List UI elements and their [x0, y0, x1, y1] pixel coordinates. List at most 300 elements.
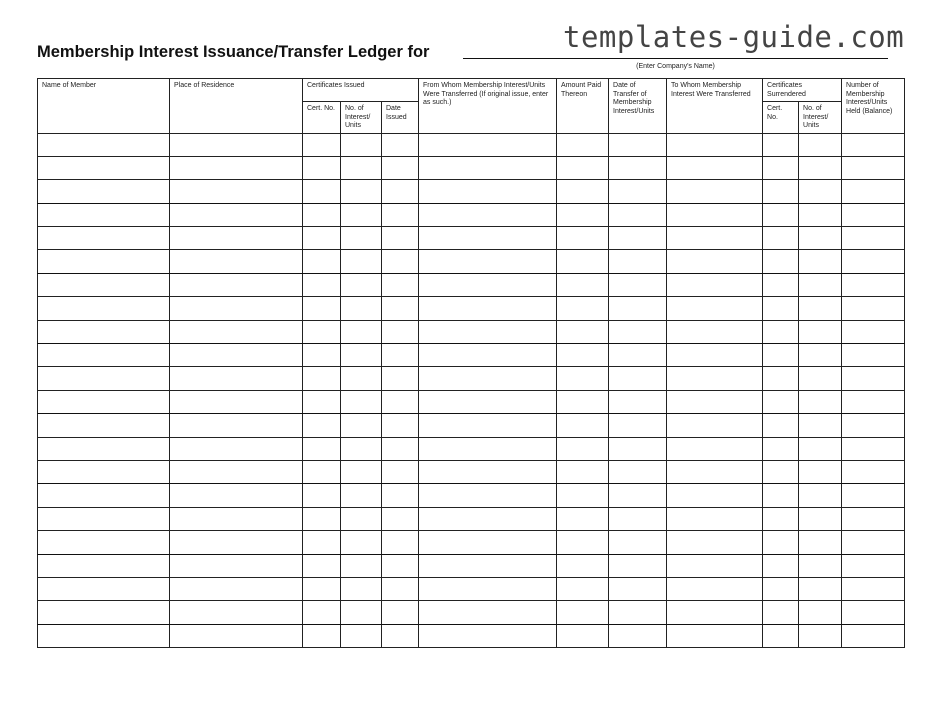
cell-name-of-member[interactable]: [38, 133, 170, 156]
cell-number-held[interactable]: [842, 507, 905, 530]
cell-no-of-interest-units[interactable]: [341, 554, 382, 577]
cell-no-of-interest-units[interactable]: [341, 320, 382, 343]
cell-surrendered-cert-no[interactable]: [763, 344, 799, 367]
cell-to-whom[interactable]: [667, 460, 763, 483]
cell-date-of-transfer[interactable]: [609, 414, 667, 437]
cell-to-whom[interactable]: [667, 344, 763, 367]
cell-no-of-interest-units[interactable]: [341, 367, 382, 390]
cell-number-held[interactable]: [842, 624, 905, 647]
cell-cert-no[interactable]: [303, 250, 341, 273]
cell-no-of-interest-units[interactable]: [341, 577, 382, 600]
cell-to-whom[interactable]: [667, 180, 763, 203]
cell-amount-paid[interactable]: [557, 624, 609, 647]
cell-surrendered-no-of-interest-units[interactable]: [799, 297, 842, 320]
col-header-name-of-member: Name of Member: [38, 79, 170, 134]
cell-date-issued[interactable]: [382, 227, 419, 250]
cell-date-issued[interactable]: [382, 484, 419, 507]
cell-amount-paid[interactable]: [557, 297, 609, 320]
cell-number-held[interactable]: [842, 203, 905, 226]
cell-date-issued[interactable]: [382, 601, 419, 624]
cell-surrendered-no-of-interest-units[interactable]: [799, 601, 842, 624]
table-row: [38, 460, 905, 483]
cell-place-of-residence[interactable]: [170, 601, 303, 624]
cell-date-issued[interactable]: [382, 344, 419, 367]
cell-cert-no[interactable]: [303, 367, 341, 390]
cell-to-whom[interactable]: [667, 133, 763, 156]
cell-place-of-residence[interactable]: [170, 554, 303, 577]
table-row: [38, 601, 905, 624]
cell-surrendered-no-of-interest-units[interactable]: [799, 203, 842, 226]
cell-cert-no[interactable]: [303, 507, 341, 530]
table-row: [38, 297, 905, 320]
cell-date-issued[interactable]: [382, 133, 419, 156]
watermark-text: templates-guide.com: [563, 20, 905, 54]
cell-cert-no[interactable]: [303, 484, 341, 507]
cell-date-of-transfer[interactable]: [609, 577, 667, 600]
cell-from-whom[interactable]: [419, 531, 557, 554]
cell-cert-no[interactable]: [303, 180, 341, 203]
cell-date-of-transfer[interactable]: [609, 203, 667, 226]
cell-place-of-residence[interactable]: [170, 227, 303, 250]
cell-no-of-interest-units[interactable]: [341, 437, 382, 460]
cell-surrendered-cert-no[interactable]: [763, 250, 799, 273]
col-header-certificates-surrendered: Certificates Surrendered: [763, 79, 842, 102]
cell-surrendered-no-of-interest-units[interactable]: [799, 460, 842, 483]
cell-from-whom[interactable]: [419, 460, 557, 483]
cell-no-of-interest-units[interactable]: [341, 531, 382, 554]
cell-no-of-interest-units[interactable]: [341, 624, 382, 647]
cell-name-of-member[interactable]: [38, 180, 170, 203]
cell-no-of-interest-units[interactable]: [341, 203, 382, 226]
cell-surrendered-no-of-interest-units[interactable]: [799, 437, 842, 460]
cell-name-of-member[interactable]: [38, 203, 170, 226]
cell-surrendered-no-of-interest-units[interactable]: [799, 390, 842, 413]
cell-cert-no[interactable]: [303, 531, 341, 554]
cell-place-of-residence[interactable]: [170, 460, 303, 483]
cell-date-issued[interactable]: [382, 577, 419, 600]
cell-to-whom[interactable]: [667, 297, 763, 320]
cell-to-whom[interactable]: [667, 367, 763, 390]
cell-from-whom[interactable]: [419, 367, 557, 390]
cell-surrendered-no-of-interest-units[interactable]: [799, 250, 842, 273]
cell-date-issued[interactable]: [382, 437, 419, 460]
cell-date-of-transfer[interactable]: [609, 297, 667, 320]
cell-name-of-member[interactable]: [38, 484, 170, 507]
cell-place-of-residence[interactable]: [170, 250, 303, 273]
cell-place-of-residence[interactable]: [170, 320, 303, 343]
cell-surrendered-cert-no[interactable]: [763, 460, 799, 483]
cell-no-of-interest-units[interactable]: [341, 507, 382, 530]
cell-surrendered-cert-no[interactable]: [763, 133, 799, 156]
table-row: [38, 390, 905, 413]
cell-surrendered-no-of-interest-units[interactable]: [799, 531, 842, 554]
cell-amount-paid[interactable]: [557, 507, 609, 530]
cell-place-of-residence[interactable]: [170, 414, 303, 437]
cell-surrendered-cert-no[interactable]: [763, 227, 799, 250]
cell-place-of-residence[interactable]: [170, 344, 303, 367]
cell-amount-paid[interactable]: [557, 390, 609, 413]
cell-place-of-residence[interactable]: [170, 624, 303, 647]
cell-from-whom[interactable]: [419, 484, 557, 507]
cell-place-of-residence[interactable]: [170, 367, 303, 390]
cell-no-of-interest-units[interactable]: [341, 273, 382, 296]
cell-date-issued[interactable]: [382, 554, 419, 577]
cell-name-of-member[interactable]: [38, 577, 170, 600]
cell-surrendered-cert-no[interactable]: [763, 297, 799, 320]
cell-name-of-member[interactable]: [38, 531, 170, 554]
cell-date-issued[interactable]: [382, 297, 419, 320]
cell-name-of-member[interactable]: [38, 227, 170, 250]
cell-date-of-transfer[interactable]: [609, 437, 667, 460]
table-row: [38, 156, 905, 179]
cell-surrendered-cert-no[interactable]: [763, 367, 799, 390]
cell-cert-no[interactable]: [303, 437, 341, 460]
cell-surrendered-cert-no[interactable]: [763, 437, 799, 460]
cell-date-of-transfer[interactable]: [609, 531, 667, 554]
cell-date-of-transfer[interactable]: [609, 554, 667, 577]
cell-date-issued[interactable]: [382, 367, 419, 390]
cell-number-held[interactable]: [842, 297, 905, 320]
cell-date-issued[interactable]: [382, 414, 419, 437]
cell-surrendered-no-of-interest-units[interactable]: [799, 320, 842, 343]
cell-amount-paid[interactable]: [557, 227, 609, 250]
cell-cert-no[interactable]: [303, 133, 341, 156]
cell-cert-no[interactable]: [303, 390, 341, 413]
cell-number-held[interactable]: [842, 320, 905, 343]
cell-date-of-transfer[interactable]: [609, 133, 667, 156]
cell-cert-no[interactable]: [303, 203, 341, 226]
cell-from-whom[interactable]: [419, 507, 557, 530]
cell-surrendered-cert-no[interactable]: [763, 156, 799, 179]
cell-amount-paid[interactable]: [557, 250, 609, 273]
cell-number-held[interactable]: [842, 344, 905, 367]
cell-surrendered-no-of-interest-units[interactable]: [799, 507, 842, 530]
cell-surrendered-cert-no[interactable]: [763, 414, 799, 437]
cell-amount-paid[interactable]: [557, 577, 609, 600]
cell-no-of-interest-units[interactable]: [341, 297, 382, 320]
col-header-no-of-interest-units: No. of Interest/ Units: [341, 102, 382, 134]
cell-name-of-member[interactable]: [38, 507, 170, 530]
company-name-line[interactable]: [463, 58, 888, 59]
cell-to-whom[interactable]: [667, 484, 763, 507]
cell-to-whom[interactable]: [667, 227, 763, 250]
cell-date-of-transfer[interactable]: [609, 367, 667, 390]
cell-date-issued[interactable]: [382, 250, 419, 273]
cell-place-of-residence[interactable]: [170, 180, 303, 203]
table-row: [38, 531, 905, 554]
cell-number-held[interactable]: [842, 156, 905, 179]
page-title: Membership Interest Issuance/Transfer Ledger for: [37, 43, 430, 61]
cell-to-whom[interactable]: [667, 624, 763, 647]
cell-date-of-transfer[interactable]: [609, 227, 667, 250]
cell-cert-no[interactable]: [303, 320, 341, 343]
table-row: [38, 507, 905, 530]
cell-cert-no[interactable]: [303, 554, 341, 577]
cell-place-of-residence[interactable]: [170, 531, 303, 554]
cell-amount-paid[interactable]: [557, 133, 609, 156]
cell-name-of-member[interactable]: [38, 460, 170, 483]
cell-surrendered-no-of-interest-units[interactable]: [799, 577, 842, 600]
cell-from-whom[interactable]: [419, 250, 557, 273]
cell-to-whom[interactable]: [667, 273, 763, 296]
cell-from-whom[interactable]: [419, 390, 557, 413]
cell-surrendered-cert-no[interactable]: [763, 484, 799, 507]
cell-date-of-transfer[interactable]: [609, 484, 667, 507]
cell-date-of-transfer[interactable]: [609, 250, 667, 273]
table-row: [38, 577, 905, 600]
cell-name-of-member[interactable]: [38, 344, 170, 367]
cell-to-whom[interactable]: [667, 320, 763, 343]
cell-surrendered-no-of-interest-units[interactable]: [799, 180, 842, 203]
cell-from-whom[interactable]: [419, 601, 557, 624]
cell-amount-paid[interactable]: [557, 601, 609, 624]
table-row: [38, 624, 905, 647]
cell-amount-paid[interactable]: [557, 367, 609, 390]
cell-place-of-residence[interactable]: [170, 156, 303, 179]
cell-number-held[interactable]: [842, 273, 905, 296]
cell-to-whom[interactable]: [667, 390, 763, 413]
cell-amount-paid[interactable]: [557, 344, 609, 367]
cell-no-of-interest-units[interactable]: [341, 227, 382, 250]
table-row: [38, 227, 905, 250]
cell-number-held[interactable]: [842, 180, 905, 203]
cell-date-issued[interactable]: [382, 273, 419, 296]
cell-surrendered-cert-no[interactable]: [763, 577, 799, 600]
cell-surrendered-no-of-interest-units[interactable]: [799, 624, 842, 647]
cell-date-of-transfer[interactable]: [609, 273, 667, 296]
table-row: [38, 250, 905, 273]
cell-surrendered-no-of-interest-units[interactable]: [799, 156, 842, 179]
table-row: [38, 320, 905, 343]
cell-cert-no[interactable]: [303, 460, 341, 483]
cell-amount-paid[interactable]: [557, 484, 609, 507]
cell-name-of-member[interactable]: [38, 554, 170, 577]
cell-date-issued[interactable]: [382, 390, 419, 413]
cell-date-issued[interactable]: [382, 507, 419, 530]
cell-place-of-residence[interactable]: [170, 297, 303, 320]
cell-to-whom[interactable]: [667, 156, 763, 179]
cell-surrendered-cert-no[interactable]: [763, 203, 799, 226]
cell-to-whom[interactable]: [667, 414, 763, 437]
cell-amount-paid[interactable]: [557, 156, 609, 179]
cell-number-held[interactable]: [842, 460, 905, 483]
cell-no-of-interest-units[interactable]: [341, 156, 382, 179]
cell-date-issued[interactable]: [382, 624, 419, 647]
cell-place-of-residence[interactable]: [170, 484, 303, 507]
cell-surrendered-cert-no[interactable]: [763, 180, 799, 203]
cell-number-held[interactable]: [842, 390, 905, 413]
cell-date-of-transfer[interactable]: [609, 390, 667, 413]
table-row: [38, 133, 905, 156]
cell-date-of-transfer[interactable]: [609, 156, 667, 179]
cell-to-whom[interactable]: [667, 437, 763, 460]
cell-cert-no[interactable]: [303, 577, 341, 600]
cell-to-whom[interactable]: [667, 531, 763, 554]
cell-place-of-residence[interactable]: [170, 390, 303, 413]
cell-from-whom[interactable]: [419, 227, 557, 250]
cell-surrendered-no-of-interest-units[interactable]: [799, 344, 842, 367]
col-header-place-of-residence: Place of Residence: [170, 79, 303, 134]
cell-from-whom[interactable]: [419, 624, 557, 647]
cell-name-of-member[interactable]: [38, 297, 170, 320]
cell-cert-no[interactable]: [303, 156, 341, 179]
cell-from-whom[interactable]: [419, 437, 557, 460]
cell-from-whom[interactable]: [419, 577, 557, 600]
cell-date-of-transfer[interactable]: [609, 344, 667, 367]
cell-amount-paid[interactable]: [557, 460, 609, 483]
cell-amount-paid[interactable]: [557, 320, 609, 343]
cell-from-whom[interactable]: [419, 180, 557, 203]
cell-surrendered-no-of-interest-units[interactable]: [799, 367, 842, 390]
cell-cert-no[interactable]: [303, 273, 341, 296]
cell-date-issued[interactable]: [382, 180, 419, 203]
cell-name-of-member[interactable]: [38, 320, 170, 343]
cell-cert-no[interactable]: [303, 601, 341, 624]
cell-place-of-residence[interactable]: [170, 203, 303, 226]
ledger-table: [37, 78, 905, 648]
cell-cert-no[interactable]: [303, 297, 341, 320]
cell-surrendered-no-of-interest-units[interactable]: [799, 554, 842, 577]
cell-amount-paid[interactable]: [557, 437, 609, 460]
cell-place-of-residence[interactable]: [170, 577, 303, 600]
cell-no-of-interest-units[interactable]: [341, 180, 382, 203]
cell-number-held[interactable]: [842, 601, 905, 624]
cell-surrendered-cert-no[interactable]: [763, 624, 799, 647]
cell-number-held[interactable]: [842, 554, 905, 577]
cell-cert-no[interactable]: [303, 227, 341, 250]
cell-date-issued[interactable]: [382, 531, 419, 554]
col-header-amount-paid: Amount Paid Thereon: [557, 79, 609, 134]
col-header-date-issued: Date Issued: [382, 102, 419, 134]
col-header-from-whom: From Whom Membership Interest/Units Were Transferred (If original issue, enter as such.): [419, 79, 557, 134]
cell-to-whom[interactable]: [667, 250, 763, 273]
cell-no-of-interest-units[interactable]: [341, 484, 382, 507]
cell-surrendered-no-of-interest-units[interactable]: [799, 414, 842, 437]
cell-from-whom[interactable]: [419, 344, 557, 367]
cell-amount-paid[interactable]: [557, 414, 609, 437]
cell-date-of-transfer[interactable]: [609, 320, 667, 343]
cell-date-of-transfer[interactable]: [609, 507, 667, 530]
cell-cert-no[interactable]: [303, 414, 341, 437]
cell-surrendered-no-of-interest-units[interactable]: [799, 227, 842, 250]
cell-date-issued[interactable]: [382, 203, 419, 226]
cell-from-whom[interactable]: [419, 554, 557, 577]
cell-name-of-member[interactable]: [38, 390, 170, 413]
table-row: [38, 554, 905, 577]
cell-no-of-interest-units[interactable]: [341, 344, 382, 367]
cell-date-issued[interactable]: [382, 460, 419, 483]
cell-to-whom[interactable]: [667, 554, 763, 577]
cell-to-whom[interactable]: [667, 203, 763, 226]
cell-name-of-member[interactable]: [38, 156, 170, 179]
cell-name-of-member[interactable]: [38, 601, 170, 624]
cell-name-of-member[interactable]: [38, 437, 170, 460]
cell-number-held[interactable]: [842, 133, 905, 156]
cell-no-of-interest-units[interactable]: [341, 133, 382, 156]
cell-from-whom[interactable]: [419, 297, 557, 320]
cell-surrendered-cert-no[interactable]: [763, 507, 799, 530]
cell-from-whom[interactable]: [419, 273, 557, 296]
cell-surrendered-cert-no[interactable]: [763, 273, 799, 296]
cell-name-of-member[interactable]: [38, 250, 170, 273]
cell-date-of-transfer[interactable]: [609, 601, 667, 624]
cell-number-held[interactable]: [842, 531, 905, 554]
cell-amount-paid[interactable]: [557, 554, 609, 577]
cell-no-of-interest-units[interactable]: [341, 250, 382, 273]
cell-no-of-interest-units[interactable]: [341, 460, 382, 483]
cell-no-of-interest-units[interactable]: [341, 390, 382, 413]
cell-to-whom[interactable]: [667, 577, 763, 600]
cell-date-issued[interactable]: [382, 156, 419, 179]
cell-number-held[interactable]: [842, 414, 905, 437]
cell-name-of-member[interactable]: [38, 367, 170, 390]
cell-place-of-residence[interactable]: [170, 507, 303, 530]
cell-name-of-member[interactable]: [38, 624, 170, 647]
cell-name-of-member[interactable]: [38, 414, 170, 437]
cell-number-held[interactable]: [842, 484, 905, 507]
cell-date-of-transfer[interactable]: [609, 460, 667, 483]
cell-from-whom[interactable]: [419, 156, 557, 179]
cell-name-of-member[interactable]: [38, 273, 170, 296]
table-row: [38, 367, 905, 390]
cell-place-of-residence[interactable]: [170, 133, 303, 156]
cell-surrendered-cert-no[interactable]: [763, 390, 799, 413]
cell-surrendered-no-of-interest-units[interactable]: [799, 484, 842, 507]
cell-number-held[interactable]: [842, 437, 905, 460]
cell-surrendered-no-of-interest-units[interactable]: [799, 273, 842, 296]
cell-amount-paid[interactable]: [557, 203, 609, 226]
cell-amount-paid[interactable]: [557, 273, 609, 296]
cell-surrendered-cert-no[interactable]: [763, 601, 799, 624]
cell-surrendered-cert-no[interactable]: [763, 531, 799, 554]
cell-number-held[interactable]: [842, 577, 905, 600]
cell-amount-paid[interactable]: [557, 531, 609, 554]
table-row: [38, 180, 905, 203]
cell-date-of-transfer[interactable]: [609, 624, 667, 647]
col-header-to-whom: To Whom Membership Interest Were Transferred: [667, 79, 763, 134]
cell-from-whom[interactable]: [419, 414, 557, 437]
cell-no-of-interest-units[interactable]: [341, 601, 382, 624]
cell-number-held[interactable]: [842, 227, 905, 250]
table-row: [38, 273, 905, 296]
cell-to-whom[interactable]: [667, 507, 763, 530]
ledger-body: [38, 133, 905, 648]
company-name-hint: (Enter Company's Name): [636, 63, 715, 70]
cell-cert-no[interactable]: [303, 624, 341, 647]
col-header-surrendered-no-of-interest-units: No. of Interest/ Units: [799, 102, 842, 134]
table-row: [38, 203, 905, 226]
cell-place-of-residence[interactable]: [170, 437, 303, 460]
cell-from-whom[interactable]: [419, 133, 557, 156]
cell-surrendered-no-of-interest-units[interactable]: [799, 133, 842, 156]
cell-from-whom[interactable]: [419, 203, 557, 226]
cell-surrendered-cert-no[interactable]: [763, 320, 799, 343]
cell-date-of-transfer[interactable]: [609, 180, 667, 203]
cell-place-of-residence[interactable]: [170, 273, 303, 296]
cell-to-whom[interactable]: [667, 601, 763, 624]
cell-cert-no[interactable]: [303, 344, 341, 367]
table-row: [38, 437, 905, 460]
cell-amount-paid[interactable]: [557, 180, 609, 203]
col-header-cert-no: Cert. No.: [303, 102, 341, 134]
cell-date-issued[interactable]: [382, 320, 419, 343]
col-header-number-held: Number of Membership Interest/Units Held (Balance): [842, 79, 905, 134]
cell-surrendered-cert-no[interactable]: [763, 554, 799, 577]
cell-number-held[interactable]: [842, 250, 905, 273]
cell-from-whom[interactable]: [419, 320, 557, 343]
cell-no-of-interest-units[interactable]: [341, 414, 382, 437]
cell-number-held[interactable]: [842, 367, 905, 390]
